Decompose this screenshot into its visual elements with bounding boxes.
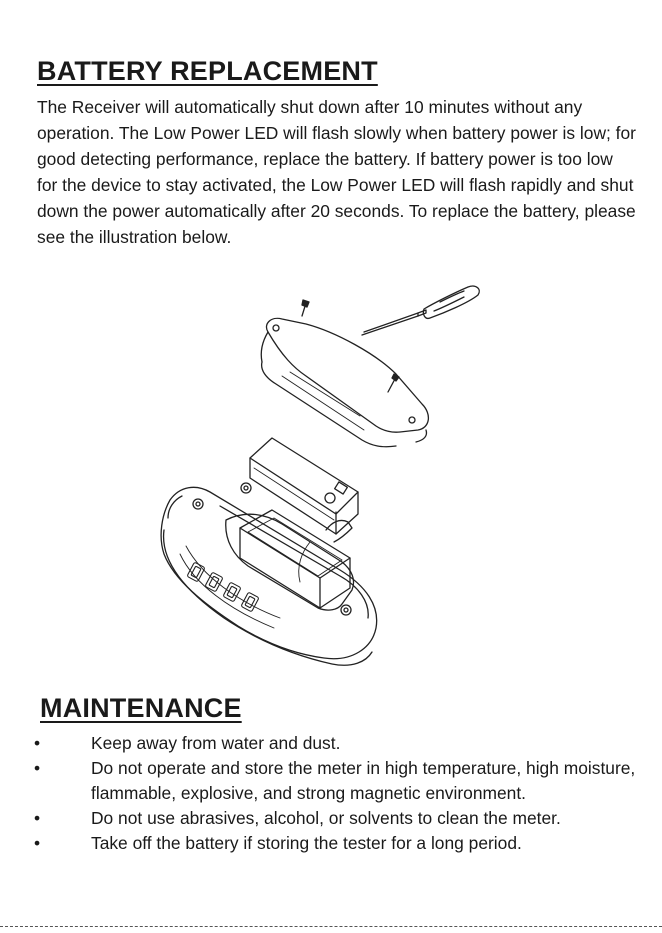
battery-replacement-paragraph: The Receiver will automatically shut down after 10 minutes without any operation. The Low Power LED will flash slowly when battery power is low; for good detecting performance, replace the battery. If battery power is too low for the device to stay activated, the Low Power LED will flash rapidly and shut down the power automatically after 20 seconds. To replace the battery, please see the illustration below.	[37, 97, 636, 247]
list-item-text: Do not operate and store the meter in high temperature, high moisture, flammable, explosive, and strong magnetic environment.	[91, 758, 636, 803]
maintenance-heading: MAINTENANCE	[40, 693, 242, 723]
battery-replacement-heading: BATTERY REPLACEMENT	[37, 56, 378, 86]
receiver-icon	[161, 483, 377, 665]
list-item-text: Keep away from water and dust.	[91, 733, 341, 753]
list-item-text: Do not use abrasives, alcohol, or solvents to clean the meter.	[91, 808, 561, 828]
list-item	[34, 731, 644, 756]
battery-replacement-illustration	[150, 280, 490, 680]
bullet-icon: •	[34, 733, 41, 753]
screw-icon	[388, 374, 399, 392]
screw-icon	[302, 300, 309, 316]
list-item	[34, 806, 644, 831]
list-item-text: Take off the battery if storing the tester for a long period.	[91, 833, 522, 853]
list-item	[34, 831, 644, 856]
screwdriver-icon	[362, 286, 479, 335]
bullet-icon: •	[34, 808, 41, 828]
bullet-icon: •	[34, 758, 41, 778]
page-bottom-divider	[0, 926, 662, 927]
list-item	[34, 756, 644, 806]
maintenance-list	[34, 731, 644, 856]
battery-icon	[250, 438, 358, 534]
bullet-icon: •	[34, 833, 41, 853]
battery-cover-icon	[261, 318, 428, 446]
